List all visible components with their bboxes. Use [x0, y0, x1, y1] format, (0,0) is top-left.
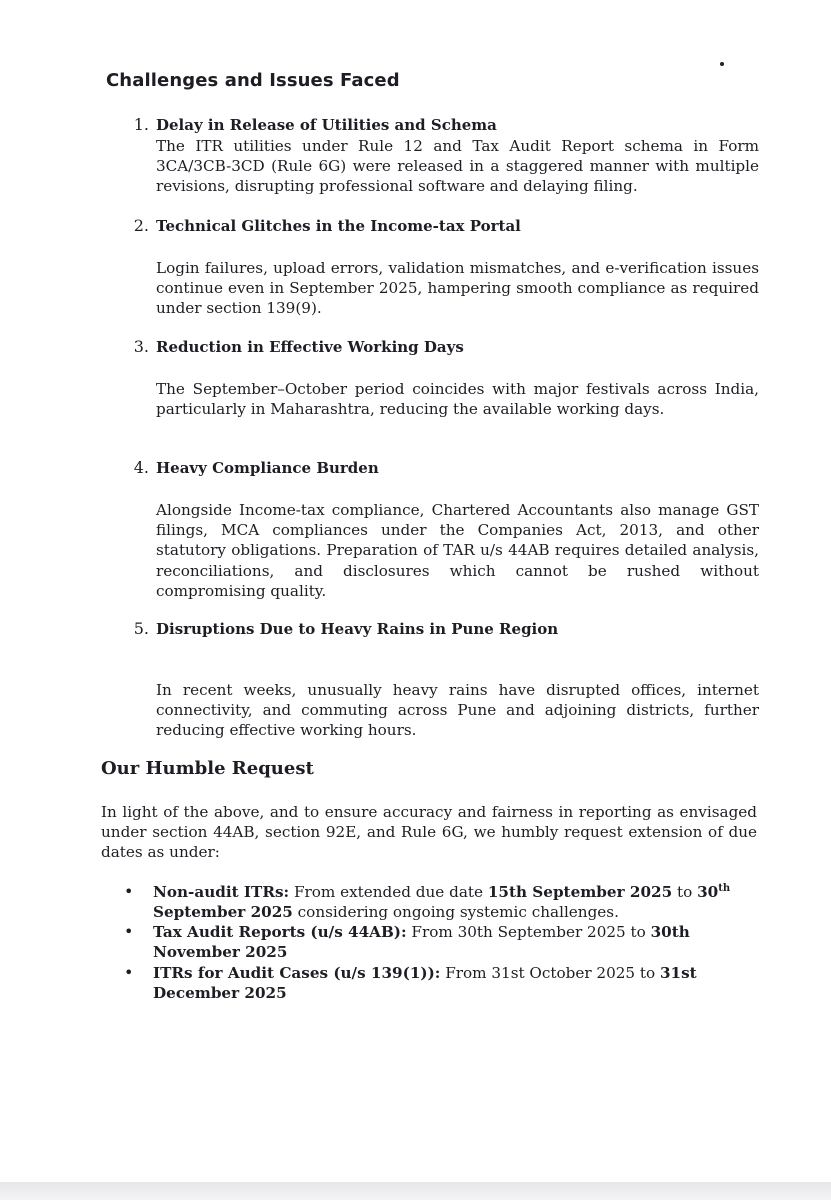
item-number: 4.: [133, 458, 149, 477]
item-number: 5.: [133, 619, 149, 638]
request-bullet-non-audit: [153, 882, 759, 922]
item-text: In recent weeks, unusually heavy rains have disrupted offices, internet connectivity, and commuting across Pune and adjoining districts, further reducing effective working hours.: [156, 681, 759, 740]
item-title: Delay in Release of Utilities and Schema: [156, 116, 497, 134]
bullet-text: From extended due date: [289, 883, 488, 901]
bullet-text: From 30th September 2025 to: [406, 923, 651, 941]
page-bottom-edge: [0, 1182, 831, 1200]
item-number: 2.: [133, 216, 149, 235]
section-heading-challenges: Challenges and Issues Faced: [106, 70, 400, 91]
bullet-text: to: [672, 883, 698, 901]
bullet-date: 31st December 2025: [153, 964, 697, 1003]
bullet-text: From 31st October 2025 to: [440, 964, 660, 982]
bullet-date: 15th September 2025: [487, 883, 673, 901]
bullet-marker: •: [124, 922, 134, 941]
item-number: 3.: [133, 337, 149, 356]
item-title: Technical Glitches in the Income-tax Portal: [156, 217, 521, 235]
bullet-date: 30th November 2025: [153, 923, 690, 962]
bullet-label: Tax Audit Reports (u/s 44AB):: [153, 923, 407, 941]
section-heading-request: Our Humble Request: [101, 758, 314, 779]
bullet-label: ITRs for Audit Cases (u/s 139(1)):: [153, 964, 441, 982]
bullet-label: Non-audit ITRs:: [153, 883, 290, 901]
item-number: 1.: [133, 115, 149, 134]
bullet-marker: •: [124, 882, 134, 901]
stray-dot: [720, 62, 724, 66]
item-text: Login failures, upload errors, validation mismatches, and e-verification issues continue even in September 2025, hampering smooth compliance as required under section 139(9).: [156, 259, 759, 318]
item-text: The September–October period coincides with major festivals across India, particularly in Maharashtra, reducing the available working days.: [156, 380, 759, 419]
request-intro: In light of the above, and to ensure accuracy and fairness in reporting as envisaged under section 44AB, section 92E, and Rule 6G, we humbly request extension of due dates as under:: [101, 803, 757, 862]
item-text: The ITR utilities under Rule 12 and Tax Audit Report schema in Form 3CA/3CB-3CD (Rule 6G) were released in a staggered manner with multiple revisions, disrupting professional software and delaying filing.: [156, 137, 759, 196]
bullet-date: 30th September 2025: [153, 882, 731, 922]
bullet-marker: •: [124, 963, 134, 982]
item-title: Reduction in Effective Working Days: [156, 338, 464, 356]
request-bullet-tax-audit: [153, 922, 759, 962]
item-text: Alongside Income-tax compliance, Chartered Accountants also manage GST filings, MCA compliances under the Companies Act, 2013, and other statutory obligations. Preparation of TAR u/s 44AB requires detailed analysis, reconciliations, and disclosures which cannot be rushed without compromising quality.: [156, 501, 759, 600]
request-bullet-audit-cases: [153, 963, 759, 1003]
item-title: Heavy Compliance Burden: [156, 459, 379, 477]
bullet-text: considering ongoing systemic challenges.: [292, 903, 619, 922]
item-title: Disruptions Due to Heavy Rains in Pune Region: [156, 620, 559, 638]
